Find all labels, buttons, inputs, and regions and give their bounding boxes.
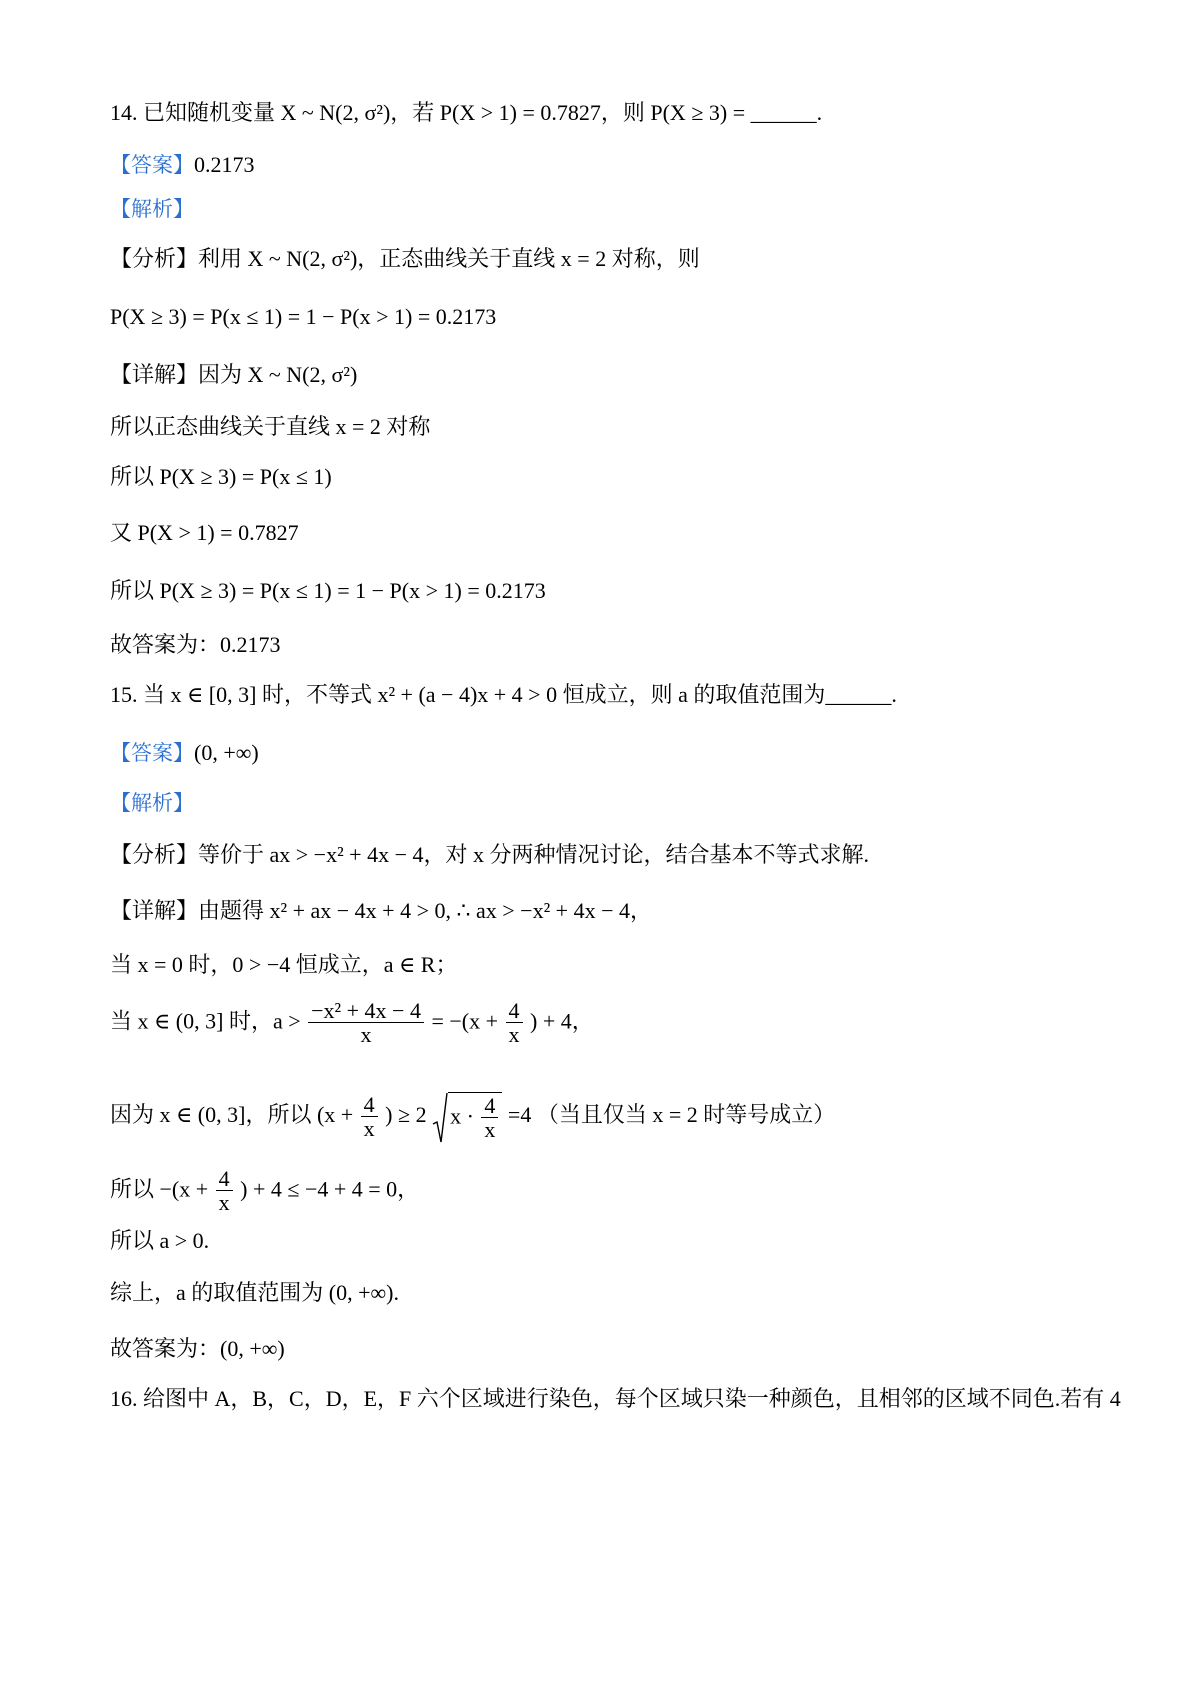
detail-15-line-1: 【详解】由题得 x² + ax − 4x + 4 > 0, ∴ ax > −x² + 4x − 4， (110, 898, 652, 923)
detail-15-line-3 (110, 1000, 594, 1047)
answer-tag: 【答案】 (110, 153, 194, 177)
final-answer-14: 故答案为：0.2173 (110, 632, 281, 657)
denominator: x (508, 1022, 520, 1047)
analysis-tag: 【解析】 (110, 197, 194, 221)
text-part: = −(x + (431, 1008, 499, 1034)
answer-row-14 (110, 150, 255, 180)
analysis-15: 【分析】等价于 ax > −x² + 4x − 4，对 x 分两种情况讨论，结合基本不等式求解. (110, 842, 869, 867)
denominator: x (484, 1117, 496, 1142)
fraction (481, 1095, 498, 1142)
final-answer-15: 故答案为：(0, +∞) (110, 1336, 285, 1361)
fraction (308, 1000, 424, 1047)
answer-tag: 【答案】 (110, 741, 194, 765)
denominator: x (363, 1115, 375, 1141)
detail-15-line-5 (110, 1168, 419, 1215)
text-part: ) + 4 ≤ −4 + 4 = 0， (240, 1176, 420, 1202)
question-14-text: 14. 已知随机变量 X ~ N(2, σ²)，若 P(X > 1) = 0.7827，则 P(X ≥ 3) = ______. (110, 100, 823, 125)
answer-value: 0.2173 (194, 152, 255, 177)
denominator: x (360, 1022, 372, 1047)
fraction (216, 1168, 233, 1215)
analysis-14-formula: P(X ≥ 3) = P(x ≤ 1) = 1 − P(x > 1) = 0.2173 (110, 304, 497, 329)
fraction (361, 1091, 378, 1141)
detail-14-line-3: 所以 P(X ≥ 3) = P(x ≤ 1) (110, 464, 332, 489)
answer-row-15 (110, 738, 259, 768)
detail-15-line-4 (110, 1092, 835, 1142)
text-part: ) + 4， (530, 1008, 594, 1034)
question-15-text: 15. 当 x ∈ [0, 3] 时，不等式 x² + (a − 4)x + 4 > 0 恒成立，则 a 的取值范围为______. (110, 682, 897, 707)
numerator: −x² + 4x − 4 (308, 1000, 424, 1023)
square-root (432, 1092, 502, 1142)
text-part: x · (450, 1103, 474, 1129)
analysis-14: 【分析】利用 X ~ N(2, σ²)，正态曲线关于直线 x = 2 对称，则 (110, 246, 700, 271)
detail-14-line-2: 所以正态曲线关于直线 x = 2 对称 (110, 414, 431, 439)
fraction (506, 1000, 523, 1047)
text-part: 所以 −(x + (110, 1176, 209, 1202)
numerator: 4 (361, 1094, 378, 1117)
detail-14-line-4: 又 P(X > 1) = 0.7827 (110, 520, 299, 545)
text-part: ) ≥ 2 (385, 1102, 427, 1128)
question-16-text: 16. 给图中 A，B，C，D，E，F 六个区域进行染色，每个区域只染一种颜色，且相邻的区域不同色.若有 4 (110, 1386, 1121, 1411)
numerator: 4 (216, 1168, 233, 1191)
detail-15-line-6: 所以 a > 0. (110, 1228, 210, 1253)
radical-sign-icon (432, 1092, 448, 1144)
text-part: 当 x ∈ (0, 3] 时，a > (110, 1008, 301, 1034)
denominator: x (218, 1190, 230, 1215)
detail-15-line-2: 当 x = 0 时，0 > −4 恒成立，a ∈ R； (110, 952, 458, 977)
summary-15: 综上，a 的取值范围为 (0, +∞). (110, 1280, 400, 1305)
analysis-tag: 【解析】 (110, 791, 194, 815)
numerator: 4 (506, 1000, 523, 1023)
answer-value: (0, +∞) (194, 740, 259, 765)
text-part: =4 （当且仅当 x = 2 时等号成立） (507, 1102, 836, 1128)
numerator: 4 (481, 1095, 498, 1118)
detail-14-line-1: 【详解】因为 X ~ N(2, σ²) (110, 362, 358, 387)
detail-14-line-5: 所以 P(X ≥ 3) = P(x ≤ 1) = 1 − P(x > 1) = 0.2173 (110, 578, 546, 603)
text-part: 因为 x ∈ (0, 3]，所以 (x + (110, 1102, 354, 1128)
